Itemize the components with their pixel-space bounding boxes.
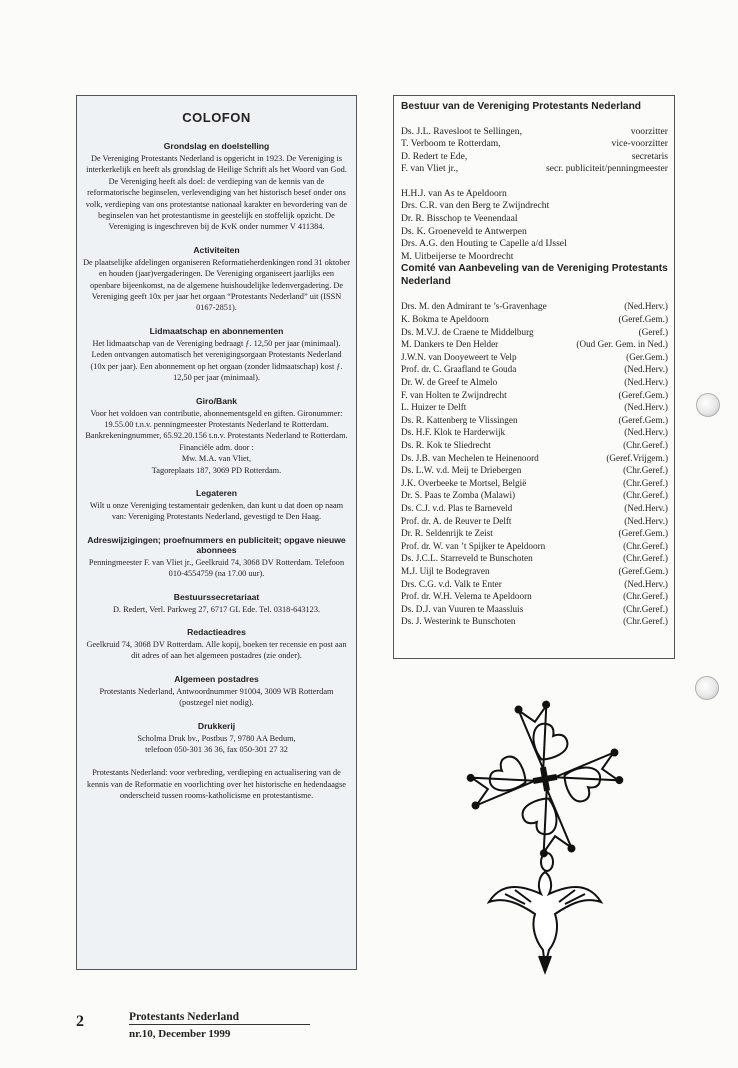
comite-name: J.W.N. van Dooyeweert te Velp [401,351,517,362]
comite-row [401,426,668,439]
comite-church: (Chr.Geref.) [623,591,668,602]
comite-row [401,502,668,515]
comite-name: Dr. S. Paas te Zomba (Malawi) [401,490,516,501]
section-heading: Activiteiten [193,244,240,255]
board-member: Drs. C.R. van den Berg te Zwijndrecht [401,200,550,212]
section-heading: Bestuurssecretariaat [173,591,260,602]
board-member: M. Uitbeijerse te Moordrecht [401,250,514,262]
comite-name: Prof. dr. A. de Reuver te Delft [401,515,512,526]
comite-row [401,477,668,490]
comite-list [401,300,668,627]
officer-role: secr. publiciteit/penningmeester [545,163,668,175]
comite-name: F. van Holten te Zwijndrecht [401,389,507,400]
colofon-section [83,721,350,756]
comite-name: Dr. W. de Greef te Almelo [401,377,498,387]
officer-role: voorzitter [630,125,668,137]
comite-row [401,389,668,402]
board-member: Drs. A.G. den Houting te Capelle a/d IJssel [401,238,567,250]
comite-name: Prof. dr. C. Graafland te Gouda [401,364,517,375]
comite-name: K. Bokma te Apeldoorn [401,314,489,325]
comite-church: (Geref.Gem.) [618,414,668,425]
comite-name: Ds. J.C.L. Starreveld te Bunschoten [401,553,533,564]
comite-name: L. Huizer te Delft [401,402,467,413]
section-text: D. Redert, Verl. Parkweg 27, 6717 GL Ede. Tel. 0318-643123. [112,604,321,614]
comite-name: Ds. R. Kattenberg te Vlissingen [401,414,518,425]
comite-row [401,351,668,364]
comite-church: (Chr.Geref.) [623,465,668,476]
section-heading: Legateren [195,487,238,498]
comite-church: (Geref.Gem.) [618,528,668,539]
comite-church: (Chr.Geref.) [623,477,668,488]
comite-name: Ds. L.W. v.d. Meij te Driebergen [401,465,522,476]
comite-row [401,313,668,326]
section-heading: Adreswijzigingen; proefnummers en publiciteit; opgave nieuwe abonnees [87,534,346,555]
comite-name: Ds. J.B. van Mechelen te Heinenoord [401,452,539,463]
section-text: Wilt u onze Vereniging testamentair gedenken, dan kunt u dat doen op naam van: Vereniging Protestants Nederland, gevestigd te Den Haag. [89,500,344,522]
colofon-section [83,488,350,523]
comite-row [401,326,668,339]
officer-row [401,138,668,151]
comite-church: (Chr.Geref.) [623,603,668,614]
section-text: Geelkruid 74, 3068 DV Rotterdam. Alle kopij, boeken ter recensie en post aan dit adres of aan het algemeen postadres (zie onder). [86,639,347,661]
colofon-section [83,245,350,314]
comite-row [401,565,668,578]
section-text: De Vereniging Protestants Nederland is opgericht in 1923. De Vereniging is interkerkelijk en heeft als grondslag de Heilige Schrift als het Woord van God. De Vereniging heeft als doel: de verdieping van de kennis van de reformatorische beginselen, verlevendiging van het historisch besef onder ons volk, verdieping van ons protestantse nationaal karakter en bevordering van de beginselen van het protestantisme in geestelijk en stoffelijk opzicht. De Vereniging is ingeschreven bij de KvK onder nummer V 411384. [85,154,348,232]
comite-row [401,376,668,389]
section-text: Voor het voldoen van contributie, abonnementsgeld en giften. Gironummer: 19.55.00 t.n.v. penningmeester Protestants Nederland te Rotterdam. Bankrekeningnummer, 65.92.20.156 t.n.v. Protestants Nederland te Rotterdam. Financiële adm. door : [85,408,348,452]
board-members-list [401,188,668,264]
punch-hole-lower [695,676,719,700]
section-text: Het lidmaatschap van de Vereniging bedraagt ƒ. 12,50 per jaar (minimaal). Leden ontvangen automatisch het verenigingsorgaan Protestants Nederland (10x per jaar). Een abonnement op het orgaan (zonder lidmaatschap) kost ƒ. 12,50 per jaar (minimaal). [90,338,343,383]
board-member: Dr. R. Bisschop te Veenendaal [401,213,518,225]
section-line: Tagoreplaats 187, 3069 PD Rotterdam. [151,465,282,475]
comite-name: Ds. C.J. v.d. Plas te Barneveld [401,502,513,513]
board-member: Ds. K. Groeneveld te Antwerpen [401,225,527,237]
colofon-section [83,767,350,801]
colofon-section [83,141,350,233]
punch-hole-upper [696,393,720,417]
colofon-section [83,326,350,384]
comite-church: (Chr.Geref.) [623,553,668,564]
officer-role: secretaris [631,150,668,162]
section-heading: Algemeen postadres [174,673,259,684]
comite-church: (Geref.) [638,326,668,337]
comite-church: (Ned.Herv.) [624,515,668,526]
comite-church: (Ned.Herv.) [624,502,668,513]
comite-row [401,439,668,452]
section-line: Scholma Druk bv., Postbus 7, 9780 AA Bedum, [137,733,296,743]
comite-church: (Ned.Herv.) [624,301,668,312]
comite-church: (Ned.Herv.) [624,377,668,387]
section-heading: Grondslag en doelstelling [163,141,270,151]
comite-name: Dr. R. Seldenrijk te Zeist [401,528,493,539]
colofon-section [83,674,350,709]
comite-church: (Ned.Herv.) [624,578,668,589]
colofon-sections [83,141,350,802]
comite-row [401,527,668,540]
section-text: Protestants Nederland, Antwoordnummer 91004, 3009 WB Rotterdam (postzegel niet nodig). [99,686,334,708]
colofon-section [83,535,350,580]
comite-row [401,578,668,591]
officer-role: vice-voorzitter [611,138,668,150]
bestuur-title: Bestuur van de Vereniging Protestants Nederland [401,101,642,112]
officers-list [401,126,668,176]
section-heading: Redactieadres [187,626,246,637]
comite-church: (Oud Ger. Gem. in Ned.) [576,339,668,350]
comite-church: (Geref.Gem.) [618,389,668,400]
board-member: H.H.J. van As te Apeldoorn [401,187,507,199]
officer-name: T. Verboom te Rotterdam, [401,138,501,150]
comite-church: (Chr.Geref.) [623,439,668,450]
comite-row [401,489,668,502]
comite-name: Drs. C.G. v.d. Valk te Enter [401,578,502,589]
officer-row [401,151,668,164]
issue-label: nr.10, December 1999 [129,1028,231,1040]
comite-church: (Ned.Herv.) [624,402,668,413]
comite-name: Ds. H.F. Klok te Harderwijk [401,427,506,438]
comite-name: J.K. Overbeeke te Mortsel, België [401,477,527,488]
section-line: telefoon 050-301 36 36, fax 050-301 27 32 [145,745,288,754]
comite-church: (Geref.Vrijgem.) [606,452,668,463]
page-number: 2 [76,1013,84,1030]
comite-row [401,401,668,414]
comite-church: (Chr.Geref.) [623,490,668,501]
board-box [393,95,675,659]
comite-row [401,414,668,427]
colofon-section [83,627,350,662]
comite-church: (Geref.Gem.) [618,565,668,576]
officer-row [401,163,668,176]
comite-church: (Chr.Geref.) [623,616,668,627]
comite-row [401,515,668,528]
comite-row [401,452,668,465]
officer-name: F. van Vliet jr., [401,163,459,175]
publication-title: Protestants Nederland [129,1011,310,1025]
huguenot-cross-icon [463,684,627,976]
comite-church: (Ger.Gem.) [626,351,668,362]
comite-church: (Geref.Gem.) [618,314,668,325]
colofon-section [83,592,350,615]
comite-title: Comité van Aanbeveling van de Vereniging Protestants Nederland [401,263,668,287]
colofon-title: COLOFON [182,110,251,125]
comite-row [401,540,668,553]
comite-name: Ds. M.V.J. de Craene te Middelburg [401,326,534,337]
comite-church: (Ned.Herv.) [624,427,668,438]
comite-church: (Chr.Geref.) [623,540,668,551]
comite-row [401,363,668,376]
comite-row [401,552,668,565]
comite-row [401,338,668,351]
comite-row [401,464,668,477]
section-text: Protestants Nederland: voor verbreding, verdieping en actualisering van de kennis van de Reformatie en voorlichting over het historische en hedendaagse onderscheid tussen rooms-katholicisme en protestantisme. [87,768,346,801]
comite-name: M.J. Uijl te Bodegraven [401,565,490,576]
comite-name: Ds. R. Kok te Sliedrecht [401,439,491,450]
section-heading: Drukkerij [197,720,236,731]
officer-row [401,126,668,139]
comite-name: Prof. dr. W.H. Velema te Apeldoorn [401,591,532,602]
comite-row [401,590,668,603]
section-text: De plaatselijke afdelingen organiseren Reformatieherdenkingen rond 31 oktober en houden (jaar)vergaderingen. De Vereniging organiseert jaarlijks een openbare bijeenkomst, na de algemene huishoudelijke ledenvergadering. De Vereniging geeft 10x per jaar het orgaan “Protestants Nederland” uit (ISSN 0167-2851). [83,257,350,313]
comite-row [401,603,668,616]
comite-name: Ds. J. Westerink te Bunschoten [401,616,516,627]
comite-row [401,615,668,628]
colofon-box [76,95,357,970]
comite-name: Ds. D.J. van Vuuren te Maassluis [401,603,524,614]
section-heading: Giro/Bank [195,395,238,406]
officer-name: D. Redert te Ede, [401,150,468,162]
comite-church: (Ned.Herv.) [624,364,668,375]
officer-name: Ds. J.L. Ravesloot te Sellingen, [401,125,522,137]
colofon-section [83,396,350,476]
comite-name: M. Dankers te Den Helder [401,339,499,350]
section-line: Mw. M.A. van Vliet, [181,454,252,464]
comite-name: Prof. dr. W. van ’t Spijker te Apeldoorn [401,540,546,551]
section-heading: Lidmaatschap en abonnementen [149,325,284,336]
section-text: Penningmeester F. van Vliet jr., Geelkruid 74, 3068 DV Rotterdam. Telefoon 010-4554759 (na 17.00 uur). [88,557,345,579]
comite-name: Drs. M. den Admirant te ’s-Gravenhage [401,301,547,312]
comite-row [401,300,668,313]
